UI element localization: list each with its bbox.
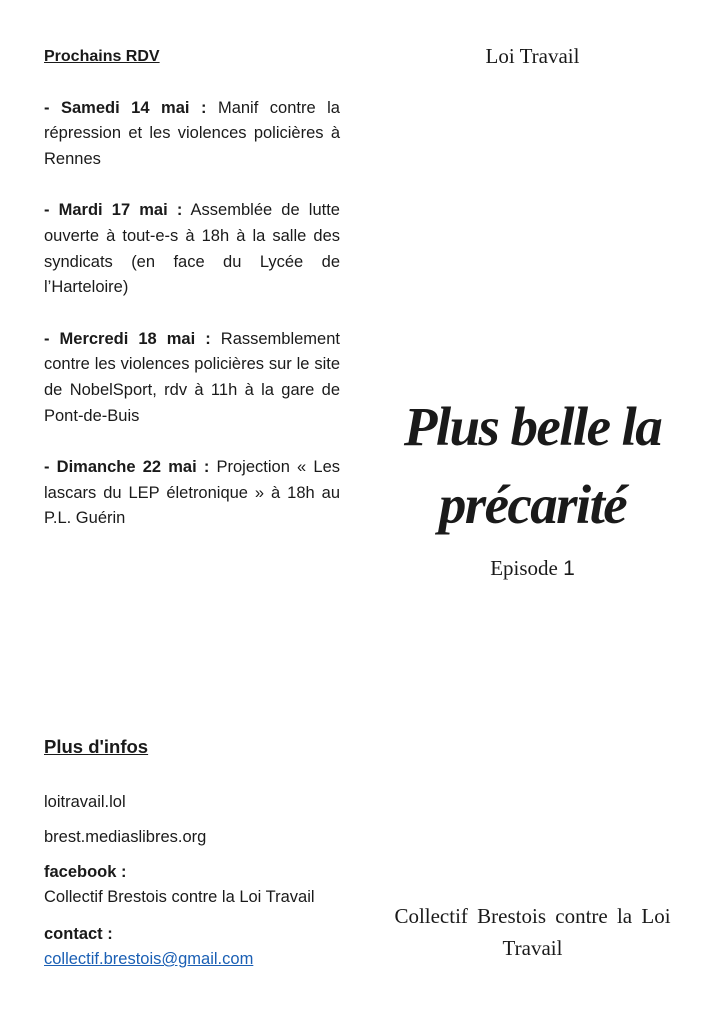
event-day: - Dimanche 22 mai : — [44, 458, 210, 477]
event-day: - Mercredi 18 mai : — [44, 329, 211, 348]
event-text: Manif contre la répression et les violences policières à Rennes — [44, 98, 340, 168]
event-text: Projection « Les lascars du LEP életronique » à 18h au P.L. Guérin — [44, 458, 340, 528]
cover-top-title: Loi Travail — [485, 44, 580, 68]
site-link-2[interactable]: brest.mediaslibres.org — [44, 828, 207, 846]
rdv-section — [44, 44, 340, 532]
episode-number: 1 — [563, 557, 575, 580]
contact-email-link[interactable]: collectif.brestois@gmail.com — [44, 950, 254, 968]
contact-label: contact : — [44, 925, 113, 943]
rdv-heading: Prochains RDV — [44, 48, 160, 65]
facebook-value[interactable]: Collectif Brestois contre la Loi Travail — [44, 888, 315, 906]
event-item — [44, 96, 340, 173]
title-line-1: Plus belle la — [403, 396, 662, 457]
facebook-label: facebook : — [44, 863, 127, 881]
event-text: Rassemblement contre les violences policières sur le site de NobelSport, rdv à 11h à la gare de Pont-de-Buis — [44, 329, 340, 425]
infos-heading: Plus d'infos — [44, 736, 149, 757]
event-item — [44, 198, 340, 300]
site-link-1[interactable]: loitravail.lol — [44, 793, 126, 811]
event-item — [44, 455, 340, 532]
episode-text: Episode — [490, 556, 564, 580]
episode-label — [360, 556, 705, 581]
event-day: - Samedi 14 mai : — [44, 98, 207, 117]
title-line-2: précarité — [438, 474, 627, 535]
cover-main-title — [360, 388, 705, 544]
event-day: - Mardi 17 mai : — [44, 201, 183, 220]
facebook-block — [44, 860, 364, 910]
cover-collectif: Collectif Brestois contre la Loi Travail — [394, 904, 671, 960]
contact-block — [44, 922, 364, 972]
infos-heading-block — [44, 734, 364, 761]
event-text: Assemblée de lutte ouverte à tout-e-s à 18h à la salle des syndicats (en face du Lycée de l’Harteloire) — [44, 201, 340, 297]
event-item — [44, 327, 340, 429]
